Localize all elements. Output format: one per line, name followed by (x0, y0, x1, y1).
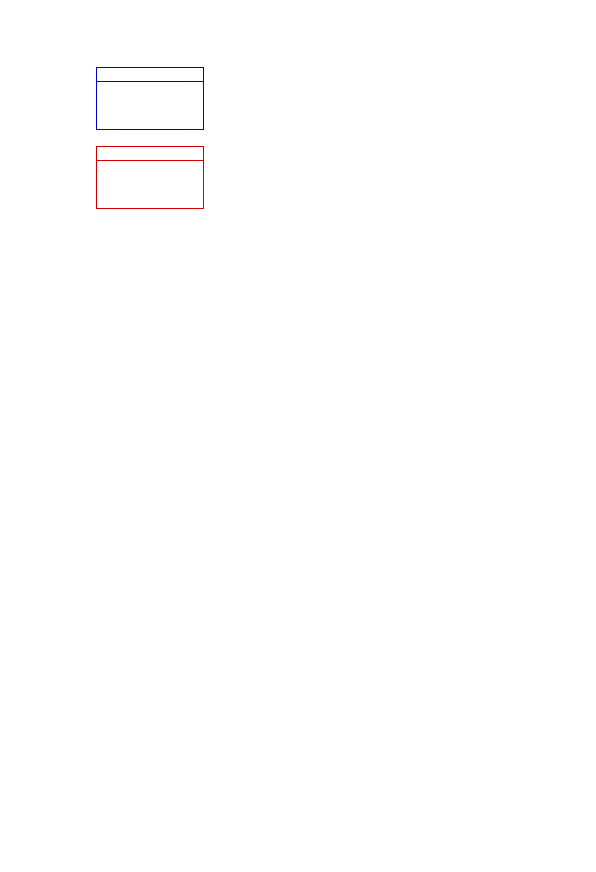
stats-row-entries (97, 82, 203, 98)
stats-row-entries (97, 161, 203, 177)
stats-row-mean (97, 98, 203, 114)
stats-box-dd4hep (96, 146, 204, 209)
stats-box-k4sg4 (96, 67, 204, 130)
stats-row-stddev (97, 192, 203, 208)
stats-box-title (97, 147, 203, 161)
stats-row-mean (97, 177, 203, 193)
stats-row-stddev (97, 113, 203, 129)
stats-box-title (97, 68, 203, 82)
